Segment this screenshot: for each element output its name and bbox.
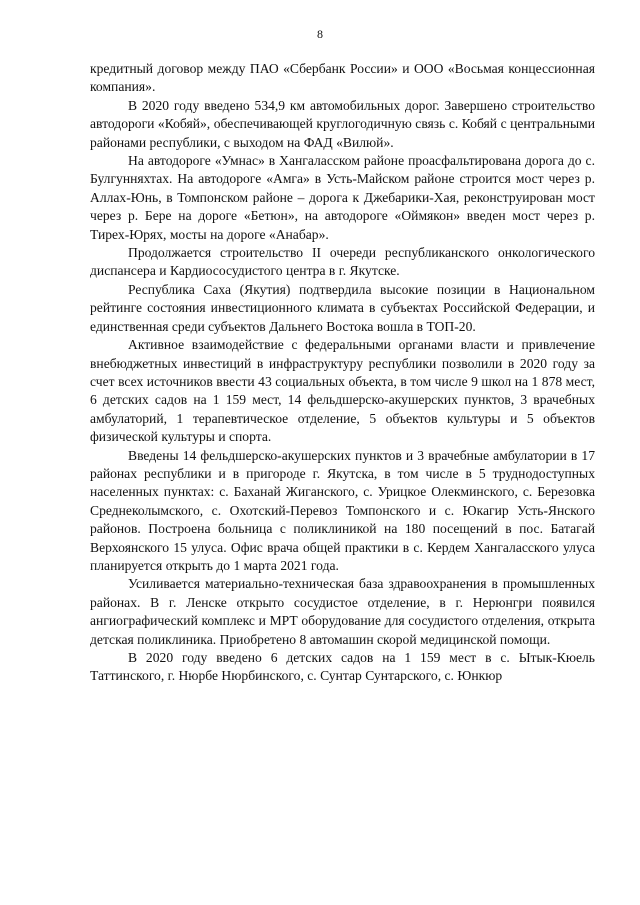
page-body [90, 60, 595, 686]
paragraph-medical-points: Введены 14 фельдшерско-акушерских пунктов и 3 врачебные амбулатории в 17 районах республики и в пригороде г. Якутска, в том числе в 5 труднодоступных населенных пунктах: с. Баханай Жиганского, с. Урицкое Олекминского, с. Березовка Среднеколымского, с. Охотский-Перевоз Томпонского и с. Юкагир Усть-Янского районов. Построена больница с поликлиникой на 180 посещений в пос. Батагай Верхоянского 15 улуса. Офис врача общей практики в с. Кердем Хангаласского улуса планируется открыть до 1 марта 2021 года. [90, 447, 595, 573]
paragraph-healthcare-base: Усиливается материально-техническая база здравоохранения в промышленных районах. В г. Ленске открыто сосудистое отделение, в г. Нерюнгри появился ангиографический комплекс и МРТ оборудование для сосудистого отделения, открыта детская поликлиника. Приобретено 8 автомашин скорой медицинской помощи. [90, 576, 595, 647]
paragraph-continuation: кредитный договор между ПАО «Сбербанк России» и ООО «Восьмая концессионная компания». [90, 61, 595, 95]
page-number: 8 [317, 27, 323, 41]
paragraph-road-works: На автодороге «Умнас» в Хангаласском районе проасфальтирована дорога до с. Булгунняхтах. На автодороге «Амга» в Усть-Майском районе строится мост через р. Аллах-Юнь, в Томпонском районе – дорога к Джебарики-Хая, реконструирован мост через р. Бере на дороге «Бетюн», на автодороге «Оймякон» введен мост через р. Тирех-Юрях, мосты на дороге «Анабар». [90, 153, 595, 242]
paragraph-kindergartens: В 2020 году введено 6 детских садов на 1 159 мест в с. Ытык-Кюель Таттинского, г. Нюрбе Нюрбинского, с. Сунтар Сунтарского, с. Юнкюр [90, 650, 595, 684]
paragraph-roads: В 2020 году введено 534,9 км автомобильных дорог. Завершено строительство автодороги «Кобяй», обеспечивающей круглогодичную связь с. Кобяй с центральными районами республики, с выходом на ФАД «Вилюй». [90, 97, 595, 150]
paragraph-oncology-center: Продолжается строительство II очереди республиканского онкологического диспансера и Кардиососудистого центра в г. Якутске. [90, 245, 595, 279]
paragraph-social-objects: Активное взаимодействие с федеральными органами власти и привлечение внебюджетных инвестиций в инфраструктуру республики позволили в 2020 году за счет всех источников ввести 43 социальных объекта, в том числе 9 школ на 1 878 мест, 6 детских садов на 1 159 мест, 14 фельдшерско-акушерских пунктов, 3 врачебных амбулаторий, 1 терапевтическое отделение, 5 объектов культуры и 5 объектов физической культуры и спорта. [90, 337, 595, 445]
paragraph-investment-rating: Республика Саха (Якутия) подтвердила высокие позиции в Национальном рейтинге состояния инвестиционного климата в субъектах Российской Федерации, и единственная среди субъектов Дальнего Востока вошла в ТОП-20. [90, 281, 595, 334]
